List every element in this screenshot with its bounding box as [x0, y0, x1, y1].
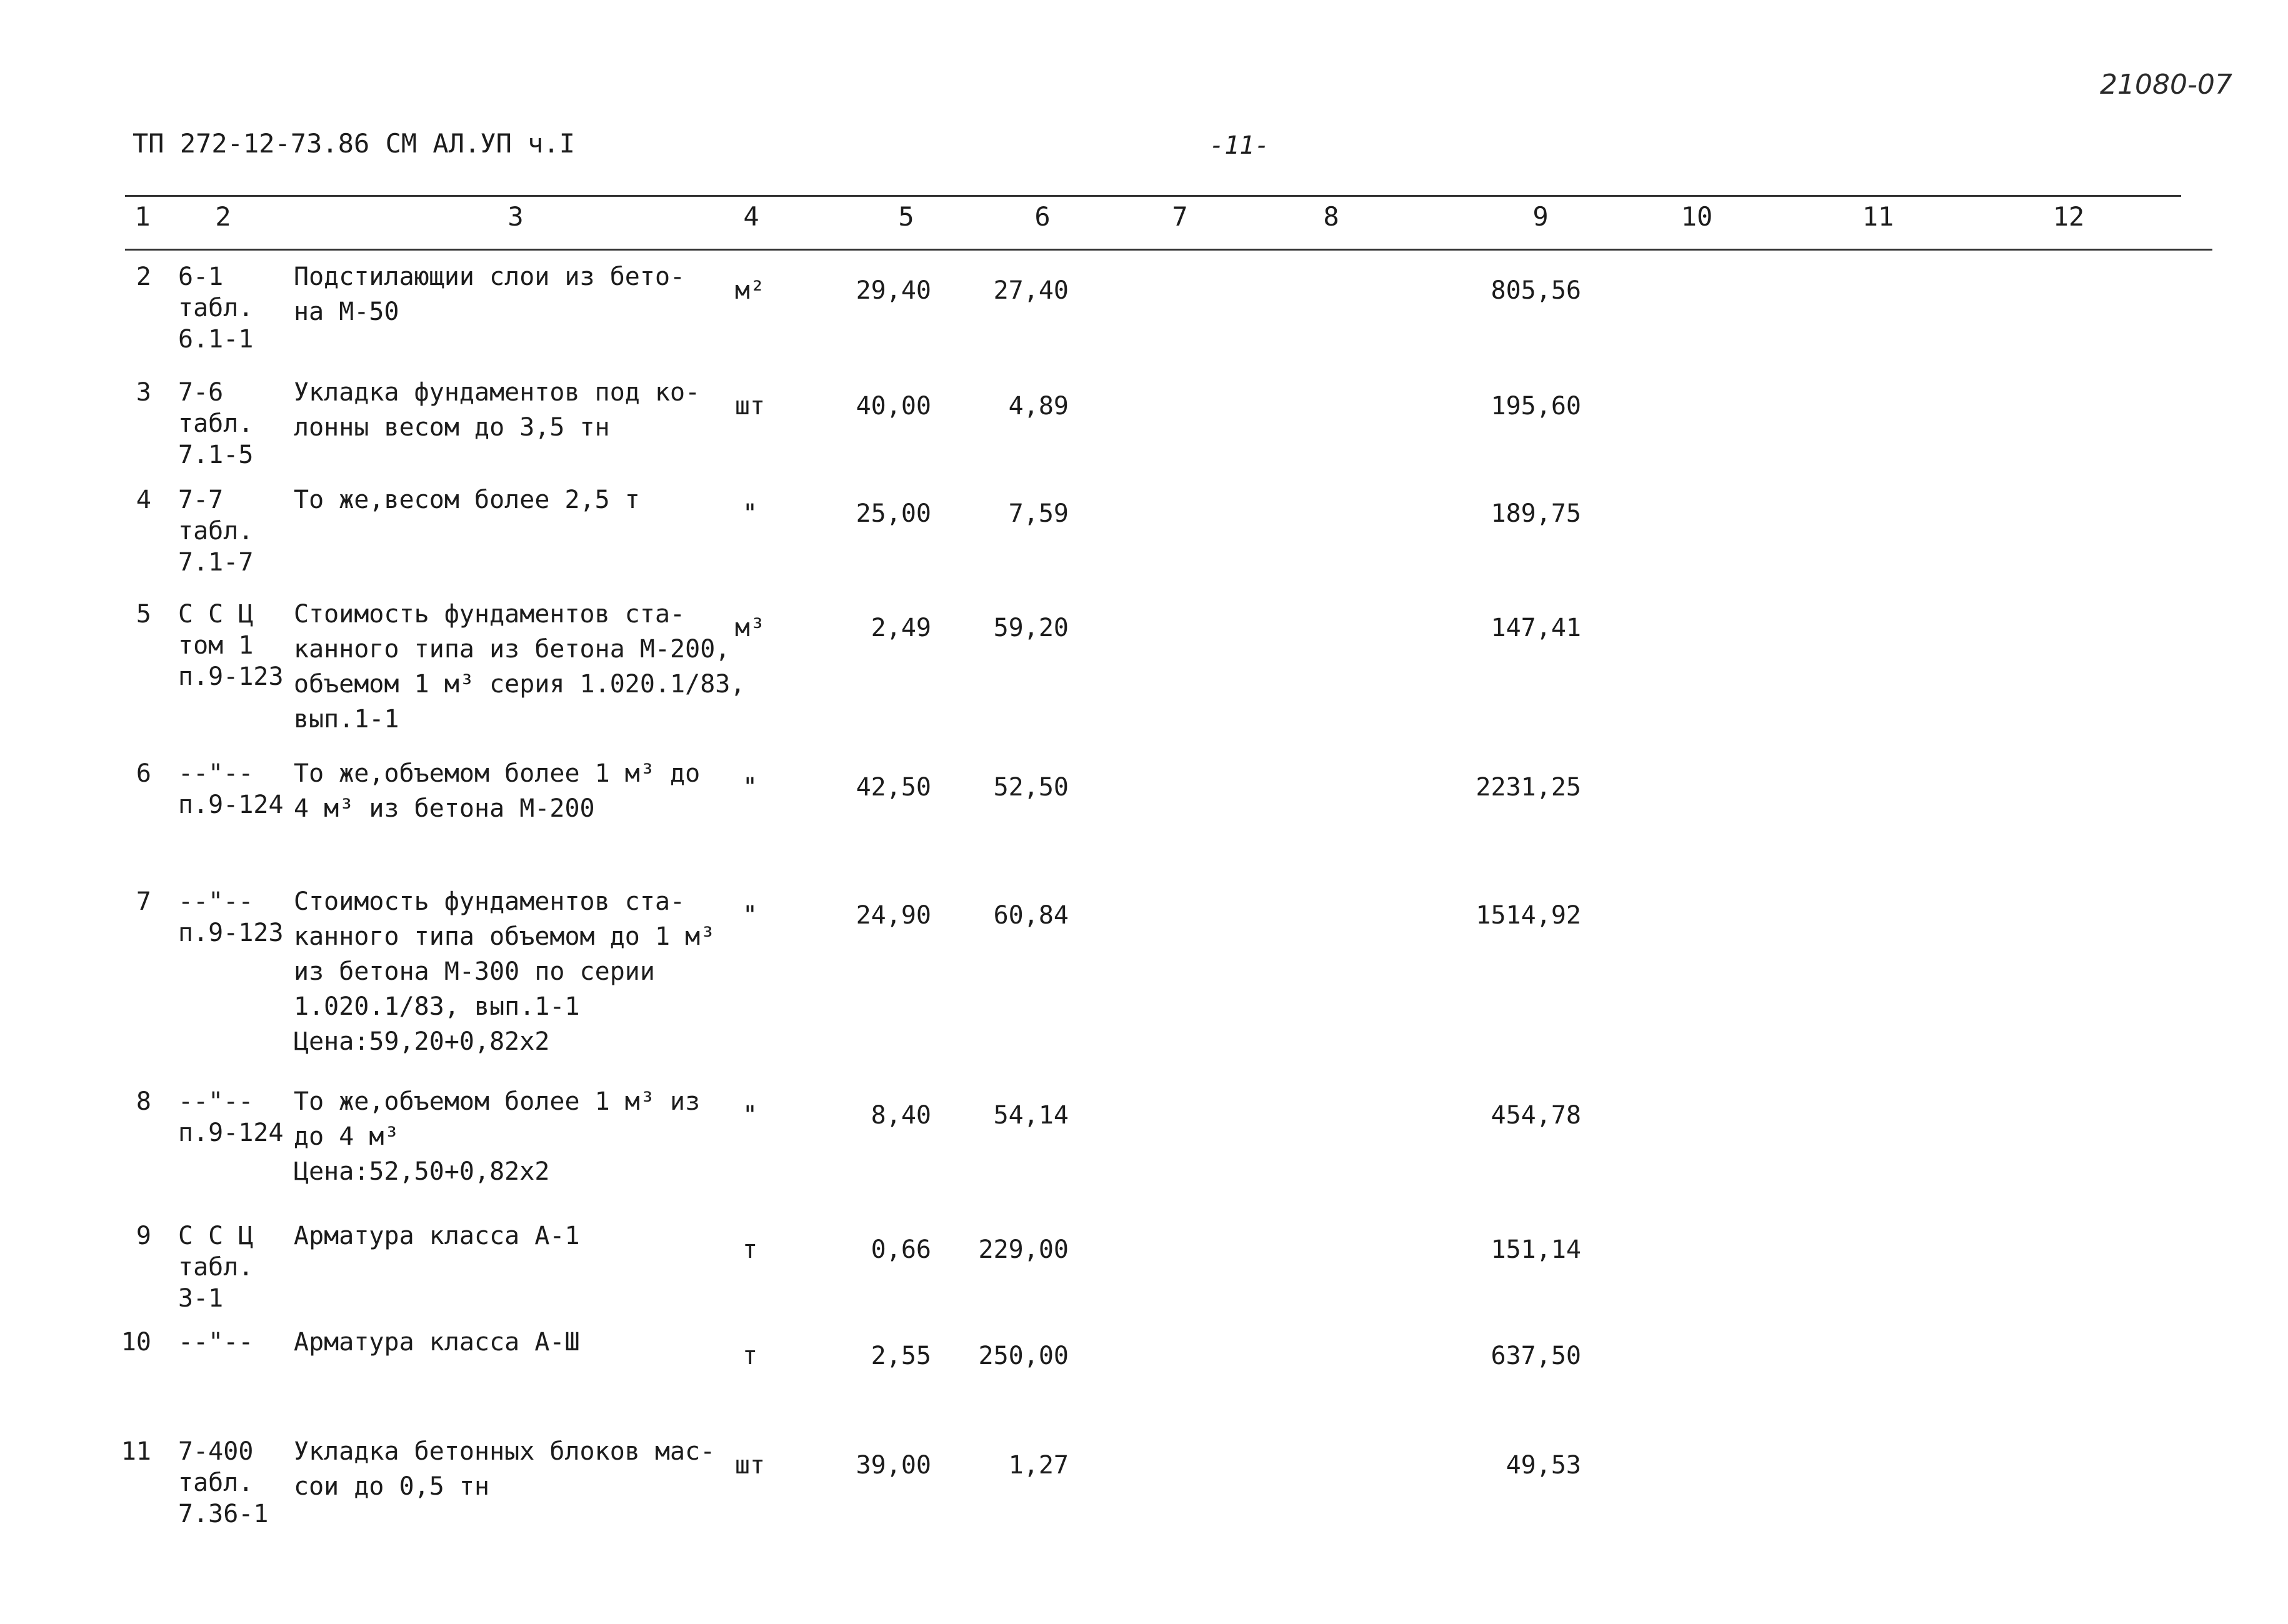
quantity-value: 0,66 [871, 1235, 931, 1264]
work-description: То же,объемом более 1 м³ из [294, 1087, 701, 1116]
unit-price-value: 52,50 [993, 773, 1069, 802]
work-description: Подстилающии слои из бето- [294, 262, 686, 291]
row-number: 5 [136, 600, 151, 629]
norm-reference: 6.1-1 [178, 325, 254, 354]
norm-reference: 7.1-5 [178, 441, 254, 469]
unit-price-value: 229,00 [978, 1235, 1069, 1264]
unit-price-value: 1,27 [1008, 1451, 1069, 1480]
total-cost-value: 147,41 [1491, 614, 1581, 642]
norm-reference: --"-- [178, 887, 254, 916]
work-description: лонны весом до 3,5 тн [294, 413, 610, 442]
column-header: 4 [743, 201, 759, 232]
column-header: 7 [1172, 201, 1188, 232]
work-description: Укладка фундаментов под ко- [294, 378, 701, 407]
norm-reference: 7.1-7 [178, 548, 254, 577]
total-cost-value: 454,78 [1491, 1101, 1581, 1130]
page-number: -11- [1209, 131, 1270, 160]
row-number: 4 [136, 486, 151, 514]
work-description: Укладка бетонных блоков мас- [294, 1437, 716, 1466]
unit-price-value: 4,89 [1008, 392, 1069, 421]
unit-price-value: 59,20 [993, 614, 1069, 642]
unit-of-measure: " [742, 773, 758, 802]
norm-reference: табл. [178, 409, 254, 438]
total-cost-value: 189,75 [1491, 499, 1581, 528]
quantity-value: 29,40 [856, 276, 931, 305]
total-cost-value: 2231,25 [1476, 773, 1581, 802]
work-description: Арматура класса А-1 [294, 1222, 580, 1250]
table-header-rule [125, 249, 2212, 251]
unit-price-value: 27,40 [993, 276, 1069, 305]
row-number: 6 [136, 759, 151, 788]
unit-price-value: 7,59 [1008, 499, 1069, 528]
norm-reference: 7-400 [178, 1437, 254, 1466]
work-description: на М-50 [294, 297, 399, 326]
norm-reference: табл. [178, 1253, 254, 1282]
work-description: Арматура класса А-Ш [294, 1328, 580, 1357]
table-top-rule [125, 195, 2181, 197]
column-header: 9 [1532, 201, 1549, 232]
norm-reference: С С Ц [178, 600, 254, 629]
column-header: 10 [1681, 201, 1713, 232]
unit-of-measure: м² [734, 276, 766, 305]
quantity-value: 2,49 [871, 614, 931, 642]
work-description: канного типа из бетона М-200, [294, 635, 731, 664]
column-header: 5 [898, 201, 914, 232]
column-header: 6 [1034, 201, 1051, 232]
norm-reference: 6-1 [178, 262, 224, 291]
work-description: То же,весом более 2,5 т [294, 486, 640, 514]
unit-of-measure: шт [734, 1451, 766, 1480]
norm-reference: п.9-123 [178, 919, 284, 947]
unit-price-value: 60,84 [993, 901, 1069, 930]
column-header: 8 [1323, 201, 1339, 232]
norm-reference: табл. [178, 294, 254, 322]
unit-of-measure: " [742, 499, 758, 528]
work-description: из бетона М-300 по серии [294, 957, 655, 986]
quantity-value: 39,00 [856, 1451, 931, 1480]
column-header: 2 [215, 201, 231, 232]
total-cost-value: 195,60 [1491, 392, 1581, 421]
row-number: 7 [136, 887, 151, 916]
work-description: Стоимость фундаментов ста- [294, 600, 686, 629]
row-number: 2 [136, 262, 151, 291]
norm-reference: том 1 [178, 631, 254, 660]
norm-reference: 7.36-1 [178, 1500, 269, 1528]
row-number: 3 [136, 378, 151, 407]
quantity-value: 40,00 [856, 392, 931, 421]
work-description: сои до 0,5 тн [294, 1472, 490, 1501]
row-number: 9 [136, 1222, 151, 1250]
norm-reference: п.9-124 [178, 790, 284, 819]
norm-reference: --"-- [178, 759, 254, 788]
column-header: 1 [134, 201, 151, 232]
total-cost-value: 49,53 [1506, 1451, 1581, 1480]
quantity-value: 8,40 [871, 1101, 931, 1130]
work-description: То же,объемом более 1 м³ до [294, 759, 701, 788]
unit-of-measure: т [742, 1342, 758, 1370]
norm-reference: 3-1 [178, 1284, 224, 1313]
work-description: 1.020.1/83, вып.1-1 [294, 992, 580, 1021]
work-description: Стоимость фундаментов ста- [294, 887, 686, 916]
work-description: Цена:59,20+0,82x2 [294, 1027, 550, 1056]
unit-price-value: 250,00 [978, 1342, 1069, 1370]
norm-reference: табл. [178, 517, 254, 545]
total-cost-value: 151,14 [1491, 1235, 1581, 1264]
norm-reference: --"-- [178, 1328, 254, 1357]
work-description: Цена:52,50+0,82x2 [294, 1157, 550, 1186]
row-number: 11 [121, 1437, 151, 1466]
quantity-value: 25,00 [856, 499, 931, 528]
quantity-value: 42,50 [856, 773, 931, 802]
document-code: ТП 272-12-73.86 СМ АЛ.УП ч.I [132, 128, 576, 159]
quantity-value: 2,55 [871, 1342, 931, 1370]
column-header: 12 [2052, 201, 2085, 232]
unit-price-value: 54,14 [993, 1101, 1069, 1130]
unit-of-measure: " [742, 1101, 758, 1130]
work-description: до 4 м³ [294, 1122, 399, 1151]
norm-reference: 7-6 [178, 378, 224, 407]
norm-reference: табл. [178, 1468, 254, 1497]
norm-reference: 7-7 [178, 486, 224, 514]
norm-reference: п.9-123 [178, 662, 284, 691]
quantity-value: 24,90 [856, 901, 931, 930]
total-cost-value: 1514,92 [1476, 901, 1581, 930]
archive-stamp: 21080-07 [2100, 69, 2232, 101]
work-description: канного типа объемом до 1 м³ [294, 922, 716, 951]
total-cost-value: 805,56 [1491, 276, 1581, 305]
unit-of-measure: шт [734, 392, 766, 421]
row-number: 10 [121, 1328, 151, 1357]
work-description: объемом 1 м³ серия 1.020.1/83, [294, 670, 746, 699]
norm-reference: п.9-124 [178, 1118, 284, 1147]
total-cost-value: 637,50 [1491, 1342, 1581, 1370]
norm-reference: С С Ц [178, 1222, 254, 1250]
unit-of-measure: " [742, 901, 758, 930]
unit-of-measure: т [742, 1235, 758, 1264]
work-description: 4 м³ из бетона М-200 [294, 794, 595, 823]
norm-reference: --"-- [178, 1087, 254, 1116]
column-header: 3 [507, 201, 524, 232]
work-description: вып.1-1 [294, 705, 399, 734]
row-number: 8 [136, 1087, 151, 1116]
unit-of-measure: м³ [734, 614, 766, 642]
column-header: 11 [1862, 201, 1894, 232]
